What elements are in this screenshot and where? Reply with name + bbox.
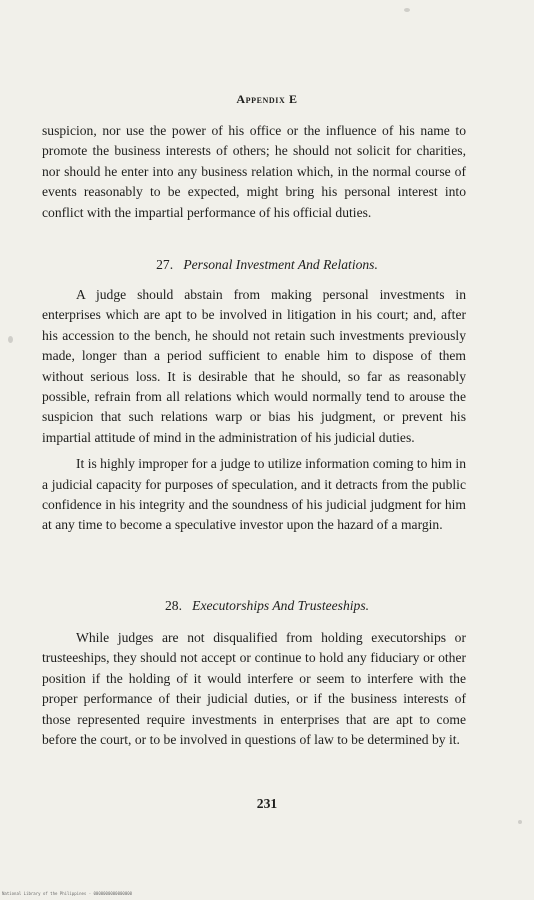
- paragraph: A judge should abstain from making personal investments in enterprises which are apt to be involved in litigation in his court; and, after his accession to the bench, he should not retain such investments previously made, longer than a period sufficient to enable him to dispose of them without serious loss. It is desirable that he should, so far as reasonably possible, refrain from all relations which would normally tend to arouse the suspicion that such relations warp or bias his judgment, or prevent his impartial attitude of mind in the administration of his judicial duties.: [42, 287, 466, 445]
- section-27-body: [42, 285, 466, 536]
- continuation-paragraph: suspicion, nor use the power of his office or the influence of his name to promote the business interests of others; he should not solicit for charities, nor should he enter into any business relation which, in the normal course of events reasonably to be expected, might bring his personal interest into conflict with the impartial performance of his official duties.: [42, 123, 466, 220]
- paragraph: It is highly improper for a judge to utilize information coming to him in a judicial capacity for purposes of speculation, and it detracts from the public confidence in his integrity and the soundness of his judicial judgment for him at any time to become a speculative investor upon the hazard of a margin.: [42, 456, 466, 533]
- page-number: 231: [256, 796, 278, 811]
- scan-footer-stamp: National Library of the Philippines · 0000000000000000: [2, 891, 133, 896]
- paper-speck: [404, 8, 410, 12]
- running-head: Appendix E: [236, 92, 298, 106]
- section-number: 28.: [164, 598, 182, 613]
- section-title: Personal Investment And Relations.: [183, 257, 378, 272]
- paper-speck: [518, 820, 522, 824]
- section-heading-27: [0, 257, 534, 273]
- section-28-body: [42, 628, 466, 750]
- paragraph: While judges are not disqualified from holding executorships or trusteeships, they should not accept or continue to hold any fiduciary or other position if the holding of it would interfere or seem to interfere with the proper performance of their judicial duties, or if the business interests of those represented require investments in enterprises that are apt to come before the court, or to be involved in questions of law to be determined by it.: [42, 630, 466, 748]
- section-heading-28: [0, 598, 534, 614]
- section-number: 27.: [156, 257, 174, 272]
- continuation-paragraph-block: [42, 121, 466, 223]
- paper-speck: [8, 336, 13, 343]
- section-title: Executorships And Trusteeships.: [192, 598, 370, 613]
